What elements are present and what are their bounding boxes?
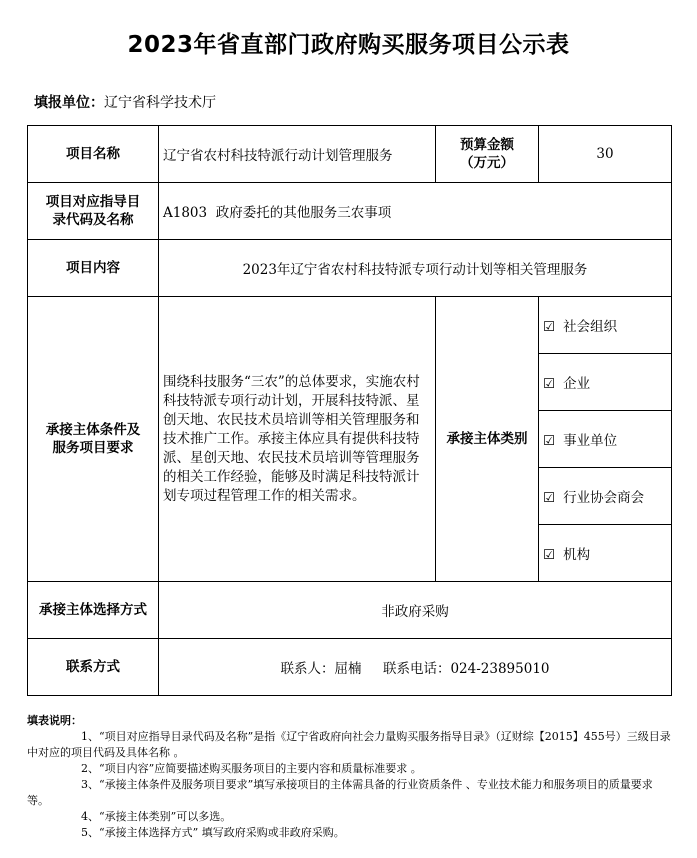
note-item: 1、“项目对应指导目录代码及名称”是指《辽宁省政府向社会力量购买服务指导目录》（辽财综【2015】455号）三级目录中对应的项目代码及具体名称 。 [27, 730, 671, 759]
project-content-value: 2023年辽宁省农村科技特派专项行动计划等相关管理服务 [159, 240, 672, 297]
project-name-value: 辽宁省农村科技特派行动计划管理服务 [159, 126, 436, 183]
budget-value: 30 [539, 126, 672, 183]
checkbox-checked-icon: ☑ [543, 433, 556, 449]
page-title: 2023年省直部门政府购买服务项目公示表 [127, 32, 570, 58]
checkbox-checked-icon: ☑ [543, 319, 556, 335]
note-item: 5、“承接主体选择方式” 填写政府采购或非政府采购。 [81, 826, 345, 839]
category-option-label: 事业单位 [563, 433, 618, 449]
catalog-code-label [28, 183, 159, 240]
category-option [539, 354, 672, 411]
contact-value: 联系人：屈楠 联系电话：024-23895010 [159, 639, 672, 696]
note-item: 3、“承接主体条件及服务项目要求”填写承接项目的主体需具备的行业资质条件 、专业技术能力和服务项目的质量要求等。 [27, 778, 653, 807]
row-contact [28, 639, 672, 696]
category-option [539, 525, 672, 582]
category-option-label: 行业协会商会 [563, 490, 645, 506]
catalog-code-label-line2: 录代码及名称 [52, 212, 134, 228]
contact-label: 联系方式 [28, 639, 159, 696]
row-catalog-code [28, 183, 672, 240]
row-requirements [28, 297, 672, 354]
checkbox-checked-icon: ☑ [543, 490, 556, 506]
project-name-label: 项目名称 [28, 126, 159, 183]
category-option-label: 机构 [563, 547, 591, 563]
category-option [539, 297, 672, 354]
requirements-label-line1: 承接主体条件及 [45, 422, 141, 438]
note-item: 2、“项目内容”应简要描述购买服务项目的主要内容和质量标准要求 。 [81, 762, 422, 775]
row-project-content [28, 240, 672, 297]
budget-label-line2: （万元） [460, 155, 514, 171]
budget-label-line1: 预算金额 [460, 137, 514, 153]
requirements-value: 围绕科技服务“三农”的总体要求，实施农村科技特派专项行动计划，开展科技特派、星创天地、农民技术员培训等相关管理服务和技术推广工作。承接主体应具有提供科技特派、星创天地、农民技术员培训等管理服务的相关工作经验，能够及时满足科技特派计划专项过程管理工作的相关需求。 [159, 297, 436, 582]
project-content-label: 项目内容 [28, 240, 159, 297]
budget-label [436, 126, 539, 183]
filling-notes [27, 713, 671, 841]
requirements-label-line2: 服务项目要求 [52, 440, 134, 456]
category-option-label: 社会组织 [563, 319, 618, 335]
checkbox-checked-icon: ☑ [543, 547, 556, 563]
catalog-code-label-line1: 项目对应指导目 [45, 194, 141, 210]
filing-unit-value: 辽宁省科学技术厅 [104, 95, 216, 111]
selection-method-value: 非政府采购 [159, 582, 672, 639]
row-selection-method [28, 582, 672, 639]
category-label: 承接主体类别 [436, 297, 539, 582]
project-table [27, 125, 672, 696]
note-item: 4、“承接主体类别”可以多选。 [81, 810, 232, 823]
filing-unit [34, 92, 216, 112]
checkbox-checked-icon: ☑ [543, 376, 556, 392]
category-option [539, 468, 672, 525]
notes-title: 填表说明： [27, 714, 82, 727]
category-option-label: 企业 [563, 376, 591, 392]
requirements-label [28, 297, 159, 582]
filing-unit-label: 填报单位： [34, 95, 104, 111]
selection-method-label: 承接主体选择方式 [28, 582, 159, 639]
row-project-name [28, 126, 672, 183]
catalog-code-value: A1803 政府委托的其他服务三农事项 [159, 183, 672, 240]
category-option [539, 411, 672, 468]
